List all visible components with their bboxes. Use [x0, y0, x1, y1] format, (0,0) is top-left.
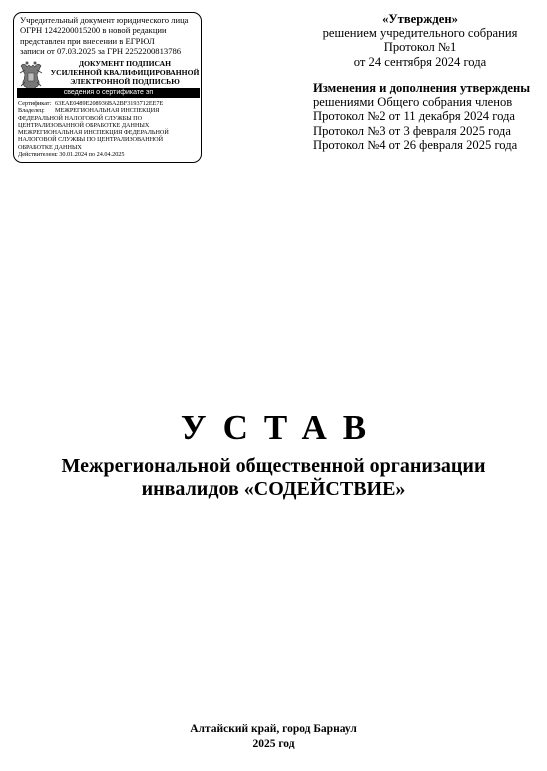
- owner-line: МЕЖРЕГИОНАЛЬНАЯ ИНСПЕКЦИЯ ФЕДЕРАЛЬНОЙ: [18, 129, 169, 137]
- footer-year: 2025 год: [252, 738, 295, 750]
- approval-block: [320, 12, 520, 69]
- document-footer: [0, 722, 547, 752]
- document-title: УСТАВ: [180, 408, 383, 447]
- stamp-registration-line: записи от 07.03.2025 за ГРН 2252200813786: [20, 46, 182, 57]
- stamp-registration-line: представлен при внесении в ЕГРЮЛ: [20, 35, 155, 46]
- approval-line: от 24 сентября 2024 года: [353, 54, 487, 69]
- stamp-registration-line: ОГРН 1242200015200 в новой редакции: [20, 25, 167, 36]
- stamp-signed-notice: [50, 60, 200, 86]
- certificate-info-bar: сведения о сертификате эп: [17, 88, 200, 98]
- amendments-heading: Изменения и дополнения утверждены: [313, 81, 531, 95]
- amendments-line: решениями Общего собрания членов: [313, 95, 513, 110]
- electronic-signature-stamp: [13, 12, 202, 163]
- approval-line: Протокол №1: [383, 40, 457, 55]
- approval-line: решением учредительного собрания: [322, 26, 518, 41]
- organization-name-line: Межрегиональной общественной организации: [61, 455, 486, 477]
- owner-line: ФЕДЕРАЛЬНОЙ НАЛОГОВОЙ СЛУЖБЫ ПО: [18, 114, 143, 122]
- stamp-registration-note: [20, 15, 200, 57]
- certificate-details: [18, 100, 200, 158]
- approval-heading: «Утвержден»: [382, 12, 458, 26]
- amendments-line: Протокол №2 от 11 декабря 2024 года: [313, 109, 515, 124]
- owner-line: ЦЕНТРАЛИЗОВАННОЙ ОБРАБОТКЕ ДАННЫХ: [18, 121, 150, 129]
- valid-label: Действителен:: [18, 151, 57, 159]
- certificate-value: 63EAE0489E208936BA2BF3193712EE7E: [55, 100, 164, 107]
- amendments-line: Протокол №4 от 26 февраля 2025 года: [313, 137, 518, 152]
- stamp-signed-line: ЭЛЕКТРОННОЙ ПОДПИСЬЮ: [70, 76, 180, 86]
- organization-name: [0, 455, 547, 501]
- footer-place: Алтайский край, город Барнаул: [190, 723, 357, 735]
- amendments-line: Протокол №3 от 3 февраля 2025 года: [313, 123, 511, 138]
- owner-line: ОБРАБОТКЕ ДАННЫХ: [18, 143, 82, 151]
- organization-name-line: инвалидов «СОДЕЙСТВИЕ»: [141, 478, 406, 500]
- owner-line: МЕЖРЕГИОНАЛЬНАЯ ИНСПЕКЦИЯ: [55, 107, 160, 115]
- certificate-label: Сертификат:: [18, 100, 52, 107]
- stamp-registration-line: Учредительный документ юридического лица: [20, 15, 189, 25]
- valid-value: с 30.01.2024 по 24.04.2025: [55, 151, 125, 159]
- owner-line: НАЛОГОВОЙ СЛУЖБЫ ПО ЦЕНТРАЛИЗОВАННОЙ: [18, 136, 164, 144]
- amendments-block: [313, 81, 538, 152]
- owner-label: Владелец:: [18, 107, 45, 115]
- stamp-signed-line: ДОКУМЕНТ ПОДПИСАН: [78, 59, 172, 68]
- stamp-signed-line: УСИЛЕННОЙ КВАЛИФИЦИРОВАННОЙ: [50, 67, 200, 77]
